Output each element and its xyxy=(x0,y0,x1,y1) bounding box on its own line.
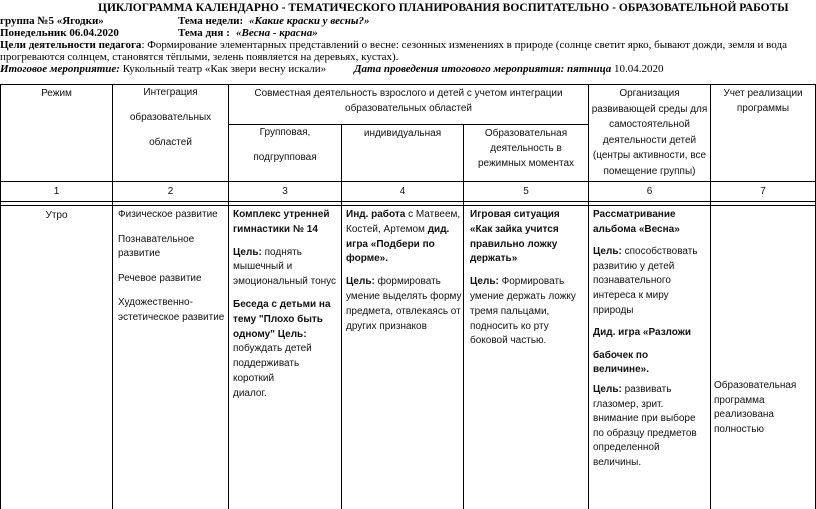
env-goal-label: Цель: xyxy=(593,246,622,258)
gym-goal-l1 xyxy=(233,246,341,261)
gym-title-l1: Комплекс утренней xyxy=(233,209,330,220)
talk-title-topic: одному" xyxy=(233,328,275,340)
gym-goal-l3: эмоциональный тонус xyxy=(233,276,337,288)
reg-goal-label: Цель: xyxy=(470,276,499,288)
acc-l2: программы xyxy=(736,103,790,114)
env-goal-l3: познавательного xyxy=(593,275,671,287)
col-group-header xyxy=(229,126,341,165)
final-event-text: Кукольный театр «Как звери весну искали» xyxy=(122,63,327,75)
env-goal2-l5: определенной xyxy=(593,442,660,454)
talk-goal-l3: диалог. xyxy=(233,387,267,399)
gym-title-l2: гимнастики № 14 xyxy=(233,223,318,235)
talk-goal-l1: побуждать детей xyxy=(233,343,312,355)
integ-l1: Интеграция xyxy=(143,87,198,98)
reg-title-l1: Игровая ситуация xyxy=(470,209,560,220)
env-goal-text: способствовать xyxy=(621,246,698,258)
col-number: 6 xyxy=(646,186,653,197)
ind-goal-l4: других признаков xyxy=(346,320,427,332)
day-date: Понедельник 06.04.2020 xyxy=(0,27,119,39)
talk-title-l2: тему "Плохо быть xyxy=(233,313,323,325)
area-art-l1: Художественно- xyxy=(118,297,193,308)
area-cognitive-l1: Познавательное xyxy=(118,233,195,245)
col-mode-label: Режим xyxy=(41,88,72,99)
env-goal2-label: Цель: xyxy=(593,383,622,395)
ind-game-l1: игра «Подбери по xyxy=(346,238,435,250)
org-l1: Организация xyxy=(619,88,680,99)
env-goal2-l4: по образцу предметов xyxy=(593,427,697,439)
talk-title-l1: Беседа с детьми на xyxy=(233,298,331,310)
ind-l2-text: Костей, Артемом xyxy=(346,223,425,235)
reg-goal-l3: тремя пальцами, xyxy=(470,305,550,317)
row-individual-cell xyxy=(346,208,463,334)
col-account-header xyxy=(711,86,815,116)
env-goal2-l6: величины. xyxy=(593,456,642,468)
col-joint-header xyxy=(229,86,588,116)
gym-goal-label: Цель: xyxy=(233,246,262,258)
acc-text-l4: полностью xyxy=(714,423,764,435)
talk-title-l3 xyxy=(233,328,341,343)
env-goal-l2: развитию у детей xyxy=(593,260,675,272)
ind-goal-text: формировать xyxy=(374,276,441,288)
group-name: группа №5 «Ягодки» xyxy=(0,15,104,27)
org-l5: (центры активности, все xyxy=(592,150,707,161)
integ-l2: образовательных xyxy=(129,112,212,123)
org-l4: деятельности детей xyxy=(602,134,697,146)
ind-l1-text: с Матвеем, xyxy=(405,209,461,220)
org-l3: самостоятельной xyxy=(609,119,690,130)
row-environment-cell xyxy=(593,208,710,471)
col-mode-header xyxy=(1,86,112,101)
area-physical: Физическое развитие xyxy=(118,209,218,220)
env-title-l1: Рассматривание xyxy=(593,209,676,220)
col-number: 7 xyxy=(760,186,766,197)
final-event-label: Итоговое мероприятие: xyxy=(0,63,120,75)
reg-goal-l1 xyxy=(470,275,588,290)
teacher-goals-label: Цели деятельности педагога xyxy=(0,39,142,51)
row-regime-cell xyxy=(470,208,588,349)
area-cognitive-l2: развитие xyxy=(118,248,161,259)
acc-l1: Учет реализации xyxy=(723,88,803,99)
ind-l2-bold: дид. xyxy=(424,223,450,235)
talk-goal-label: Цель: xyxy=(274,328,307,340)
org-l2: развивающей среды для xyxy=(591,103,708,115)
env-game-l3: величине». xyxy=(593,364,649,376)
org-l6: помещение группы) xyxy=(603,165,696,177)
final-date-value: 10.04.2020 xyxy=(613,63,664,75)
col-environment-header xyxy=(589,86,710,179)
ind-l2 xyxy=(346,223,463,238)
day-theme: «Весна - красна» xyxy=(236,27,318,39)
env-game-l2: бабочек по xyxy=(593,349,649,361)
col-regime-header xyxy=(464,126,588,171)
acc-text-l3: реализована xyxy=(714,409,774,420)
final-date xyxy=(354,63,663,75)
env-game-l1: Дид. игра «Разложи xyxy=(593,327,691,339)
gym-goal-text: поднять xyxy=(261,246,302,258)
page-title: ЦИКЛОГРАММА КАЛЕНДАРНО - ТЕМАТИЧЕСКОГО ПЛАНИРОВАНИЯ ВОСПИТАТЕЛЬНО - ОБРАЗОВАТЕЛЬНОЙ РАБОТЫ xyxy=(98,2,789,14)
ind-label: Инд. работа xyxy=(346,209,406,220)
ind-goal-l2: умение выделять форму xyxy=(346,290,462,302)
reg-goal-text: Формировать xyxy=(498,276,565,288)
col-individual-header xyxy=(342,126,463,141)
edu-l3: режимных моментах xyxy=(477,158,575,169)
individual-label: индивидуальная xyxy=(363,128,442,139)
teacher-goals-text: : Формирование элементарных представлений о весне: сезонных изменениях в природе (солнце светит ярко, бывают дожди, земля и вода xyxy=(141,39,787,51)
row-mode-cell: Утро xyxy=(45,210,68,221)
final-event xyxy=(0,63,326,75)
week-theme-label: Тема недели: xyxy=(178,15,244,27)
col-number: 5 xyxy=(523,186,529,197)
week-theme: «Какие краски у весны?» xyxy=(249,15,370,27)
col-number: 4 xyxy=(399,186,406,197)
gym-goal-l2: мышечный и xyxy=(233,261,293,273)
col-integration-header xyxy=(113,86,228,150)
group-l2: подгрупповая xyxy=(253,152,317,163)
teacher-goals xyxy=(0,39,787,51)
group-l1: Групповая, xyxy=(259,127,311,138)
teacher-goals-cont: прогреваются солнцем, становятся тёплыми, зелень появляется на деревьях, кустах). xyxy=(0,51,399,63)
area-speech: Речевое развитие xyxy=(118,272,202,284)
ind-goal-label: Цель: xyxy=(346,276,375,288)
row-areas-cell xyxy=(118,208,228,325)
reg-title-l4: держать» xyxy=(470,253,518,265)
acc-text-l1: Образовательная xyxy=(714,380,797,391)
env-goal-l5: природы xyxy=(593,304,634,316)
env-goal-l1 xyxy=(593,245,710,260)
final-date-label: Дата проведения итогового мероприятия: пятница xyxy=(354,63,612,75)
env-goal2-l3: внимание при выборе xyxy=(593,413,696,425)
env-title-l2: альбома «Весна» xyxy=(593,223,680,235)
reg-goal-l5: боковой частью. xyxy=(470,335,547,347)
joint-l1: Совместная деятельность взрослого и детей с учетом интеграции xyxy=(254,88,563,99)
env-goal2-l2: глазомер, зрит. xyxy=(593,398,664,410)
ind-game-l2: форме». xyxy=(346,253,389,265)
env-goal2-text: развивать xyxy=(621,383,672,395)
row-group-cell xyxy=(233,208,341,402)
reg-goal-l4: подносить ко рту xyxy=(470,320,549,332)
reg-goal-l2: умение держать ложку xyxy=(470,290,576,302)
joint-l2: образовательных областей xyxy=(345,103,472,114)
ind-l1 xyxy=(346,208,463,223)
col-number: 1 xyxy=(53,186,60,197)
env-goal2-l1 xyxy=(593,383,710,398)
area-art-l2: эстетическое развитие xyxy=(118,311,225,323)
edu-l2: деятельность в xyxy=(490,143,562,154)
row-account-cell xyxy=(714,379,815,437)
reg-title-l3: правильно ложку xyxy=(470,238,558,250)
edu-l1: Образовательная xyxy=(484,128,568,139)
env-goal-l4: интереса к миру xyxy=(593,289,669,301)
ind-goal-l1 xyxy=(346,275,463,290)
acc-text-l2: программа xyxy=(714,394,765,406)
reg-title-l2: «Как зайка учится xyxy=(470,223,559,235)
col-number: 3 xyxy=(282,186,288,197)
integ-l3: областей xyxy=(149,137,192,148)
ind-goal-l3: предмета, отвлекаясь от xyxy=(346,305,461,317)
col-number: 2 xyxy=(167,186,174,197)
talk-goal-l2: поддерживать короткий xyxy=(233,358,300,384)
day-theme-label: Тема дня : xyxy=(178,27,230,39)
